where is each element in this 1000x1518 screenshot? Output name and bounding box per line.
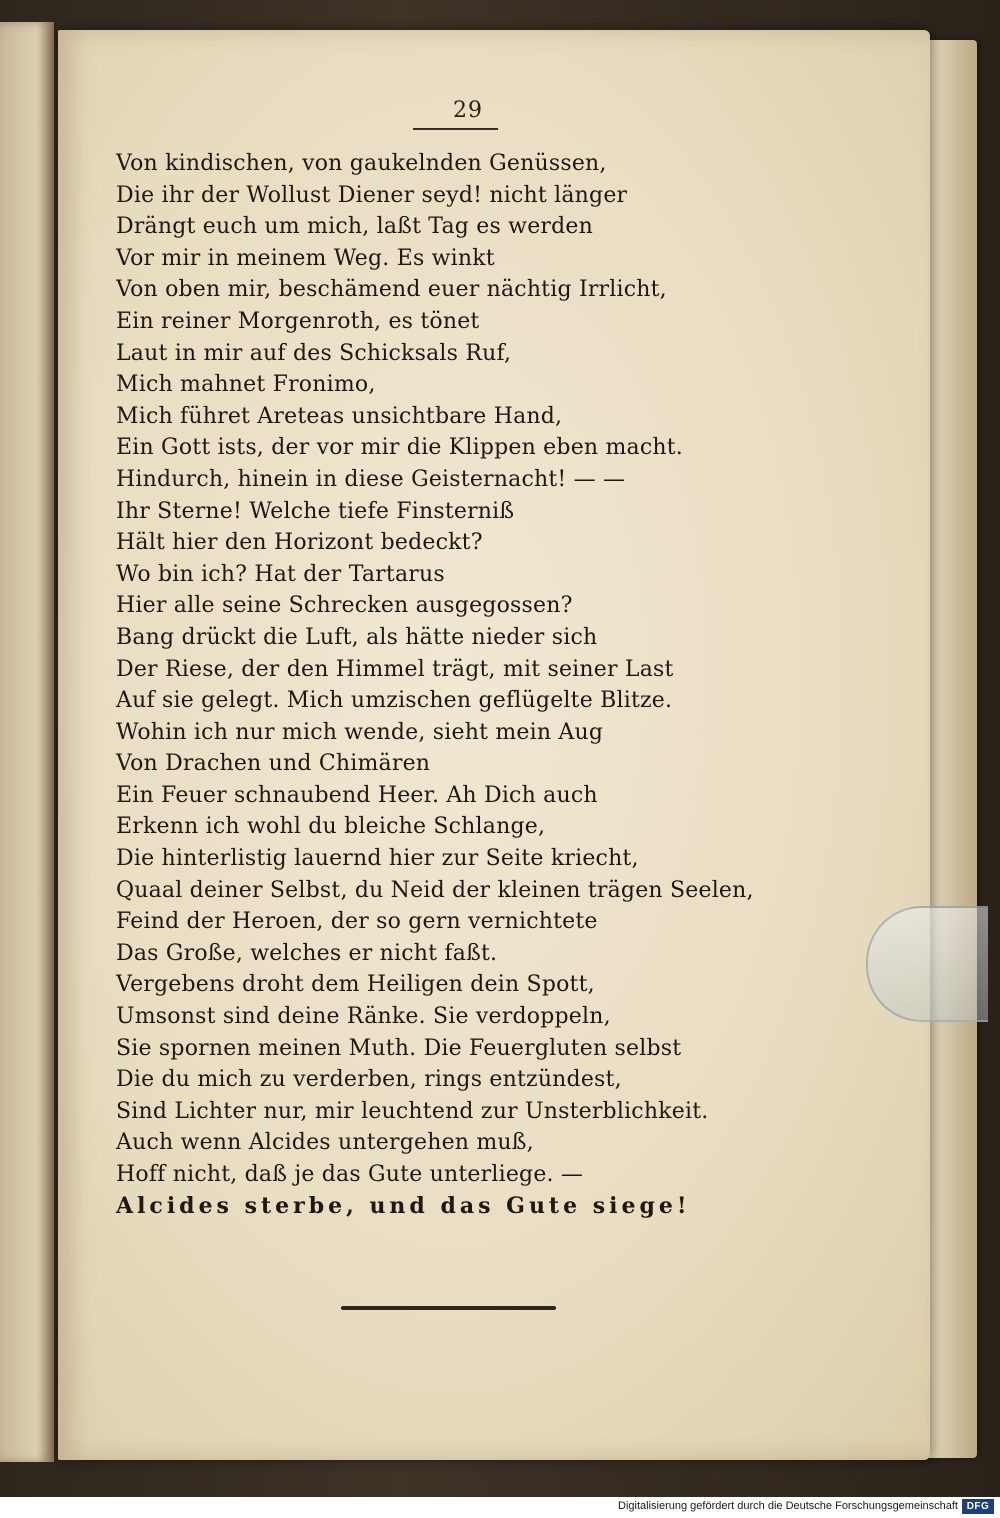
poem-line: Der Riese, der den Himmel trägt, mit seiner Last bbox=[116, 656, 674, 682]
page-number: 29 bbox=[453, 98, 483, 123]
poem-line: Ein Gott ists, der vor mir die Klippen eben macht. bbox=[116, 435, 683, 461]
poem-line: Mich führet Areteas unsichtbare Hand, bbox=[116, 403, 563, 429]
poem-line: Das Große, welches er nicht faßt. bbox=[116, 940, 498, 966]
footer-bar bbox=[0, 1497, 1000, 1518]
end-ornament-rule bbox=[341, 1306, 556, 1310]
poem-line: Laut in mir auf des Schicksals Ruf, bbox=[116, 340, 512, 366]
poem-line: Sind Lichter nur, mir leuchtend zur Unsterblichkeit. bbox=[116, 1098, 709, 1124]
clip-bookmark bbox=[866, 906, 988, 1022]
poem-line: Sie spornen meinen Muth. Die Feuergluten selbst bbox=[116, 1035, 682, 1061]
poem-closing-line: Alcides sterbe, und das Gute siege! bbox=[116, 1192, 691, 1219]
poem-line: Feind der Heroen, der so gern vernichtete bbox=[116, 909, 598, 935]
poem-line: Die du mich zu verderben, rings entzündest, bbox=[116, 1067, 622, 1093]
poem-line: Hoff nicht, daß je das Gute unterliege. — bbox=[116, 1162, 584, 1187]
poem-line: Bang drückt die Luft, als hätte nieder sich bbox=[116, 624, 598, 650]
poem-line: Umsonst sind deine Ränke. Sie verdoppeln, bbox=[116, 1004, 611, 1030]
poem-text bbox=[116, 148, 856, 1222]
poem-line: Hindurch, hinein in diese Geisternacht! — — bbox=[116, 466, 626, 492]
poem-line: Hier alle seine Schrecken ausgegossen? bbox=[116, 593, 573, 619]
poem-line: Ihr Sterne! Welche tiefe Finsterniß bbox=[116, 498, 515, 524]
dfg-logo-icon: DFG bbox=[962, 1499, 994, 1514]
poem-line: Von Drachen und Chimären bbox=[116, 751, 431, 777]
poem-line: Mich mahnet Fronimo, bbox=[116, 372, 376, 398]
book-page bbox=[58, 30, 930, 1460]
previous-page-edge bbox=[0, 22, 54, 1462]
poem-line: Von kindischen, von gaukelnden Genüssen, bbox=[116, 151, 607, 176]
poem-line: Von oben mir, beschämend euer nächtig Irrlicht, bbox=[116, 277, 667, 303]
poem-line: Vergebens droht dem Heiligen dein Spott, bbox=[116, 972, 595, 998]
poem-line: Vor mir in meinem Weg. Es winkt bbox=[116, 245, 495, 271]
poem-line: Drängt euch um mich, laßt Tag es werden bbox=[116, 214, 594, 240]
poem-line: Wohin ich nur mich wende, sieht mein Aug bbox=[116, 719, 604, 745]
poem-line: Auch wenn Alcides untergehen muß, bbox=[116, 1130, 534, 1156]
poem-line: Ein Feuer schnaubend Heer. Ah Dich auch bbox=[116, 782, 598, 808]
poem-line: Hält hier den Horizont bedeckt? bbox=[116, 530, 483, 556]
poem-line: Erkenn ich wohl du bleiche Schlange, bbox=[116, 814, 546, 840]
poem-line: Quaal deiner Selbst, du Neid der kleinen trägen Seelen, bbox=[116, 877, 754, 903]
poem-line: Auf sie gelegt. Mich umzischen geflügelte Blitze. bbox=[116, 688, 673, 714]
poem-line: Die ihr der Wollust Diener seyd! nicht länger bbox=[116, 182, 628, 208]
page-number-rule bbox=[413, 128, 498, 130]
poem-line: Ein reiner Morgenroth, es tönet bbox=[116, 308, 480, 334]
poem-line: Die hinterlistig lauernd hier zur Seite kriecht, bbox=[116, 846, 639, 872]
funding-credit: Digitalisierung gefördert durch die Deutsche Forschungsgemeinschaft bbox=[618, 1500, 958, 1512]
poem-line: Wo bin ich? Hat der Tartarus bbox=[116, 561, 445, 587]
